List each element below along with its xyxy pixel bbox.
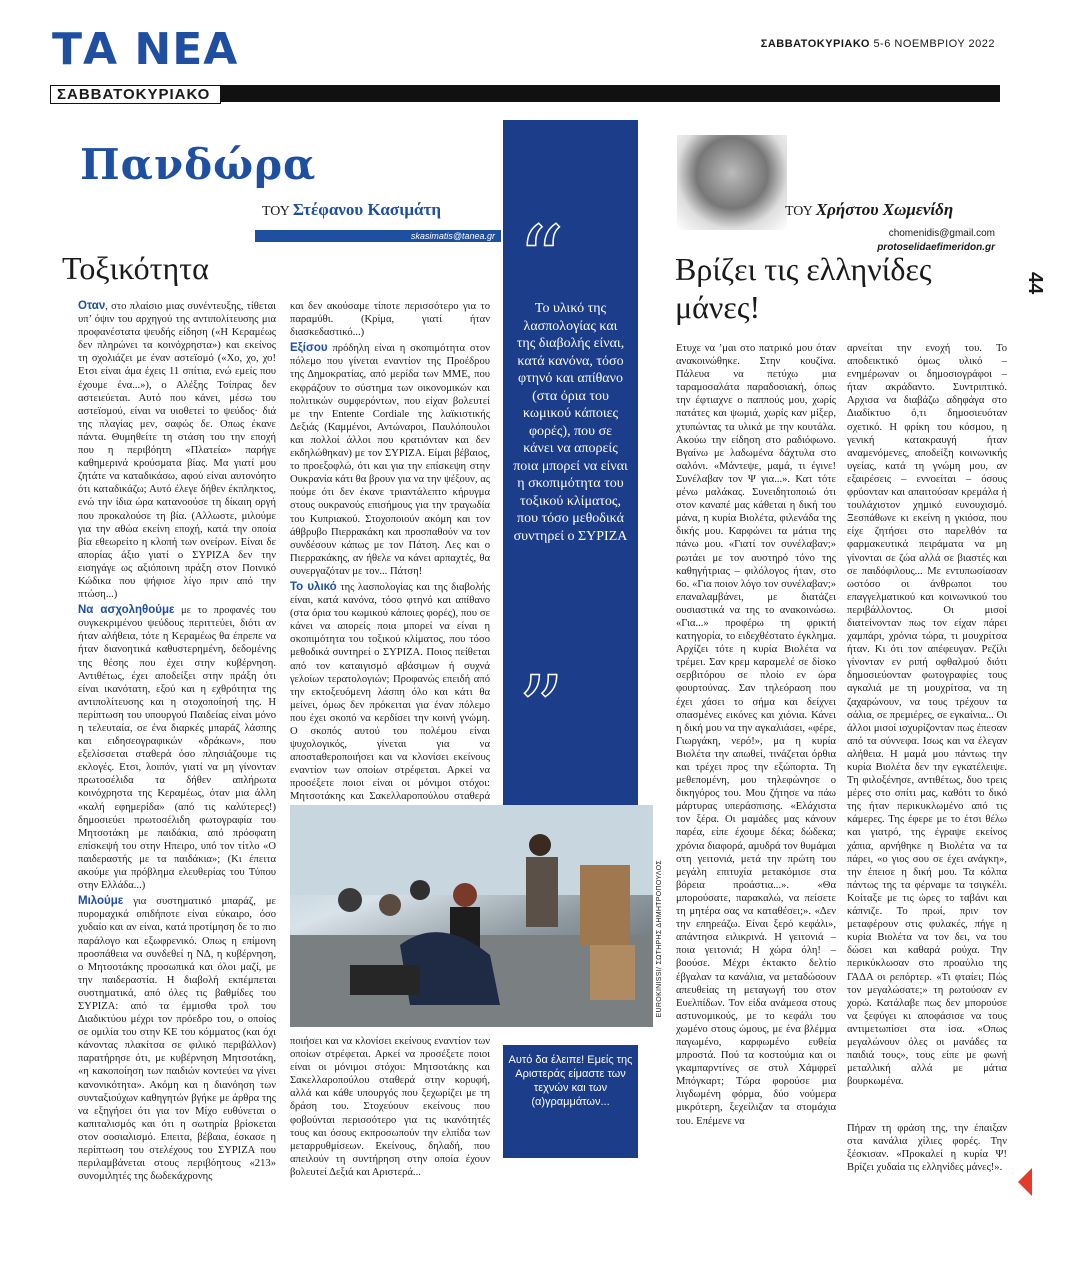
lead-word: Το υλικό	[290, 580, 337, 593]
paragraph-text: αρνείται την ενοχή του. Το αποδεικτικό όμως υλικό – ενημέρωναν οι δημοσιογράφοι – ήταν ακράδαντο. Συντριπτικό. Αρχισα να διαβάζω αδηφάγα στο Διαδίκτυο ό,τι δημοσιευόταν σχετικό. Η φρίκη του κόσμου, η γενική κατακραυγή ήταν αναμενόμενες, αποδείξη κοινωνικής υγείας, κατά τη γνώμη μου, αν εξαιρέσεις – εννοείται – όσους φρύονταν και απαιτούσαν κρεμάλα ή τουλάχιστον χημικό ευνουχισμό. Ξεσπάθωνε κι εκείνη η γκιόσα, που είχε ζητήσει στο παρελθόν τα φαρμακευτικά πειράματα να μη γίνονται σε ζώα αλλά σε βιαστές και σε παιδόφιλους... Με εντυπωσίασαν ωστόσο οι άνθρωποι του επαγγελματικού και κοινωνικού του περιβάλλοντος. Οι μισοί διατείνονταν πως τον είχαν πάρει χαμπάρι, χρόνια τώρα, τι μουχρίτσα ήταν. Κι ότι τον απέφευγαν. Ρεζίλι γίνονταν εν ριπή οφθαλμού διότι δημοσιεύονταν φωτογραφίες τους αγκαλιά με τη μουχρίτσα, να τη ζαχαρώνουν, να τους τρέχουν τα σάλια, σε πρεμιέρες, σε εγκαίνια... Οι άλλοι μισοί ισχυρίζονταν πως έπεσαν από τα σύννεφα. Ισως και να έλεγαν αλήθεια. Η μαμά μου πάντως την κυρία Βιολέτα δεν την εγκατέλειψε. Τη φιλοξένησε, αντιθέτως, δυο τρεις μέρες στο σπίτι μας, καθότι το δικό της ήταν περικυκλωμένο από τις κάμερες. Της έφερε με το έτσι θέλω και γιατρό, της έγραψε εκείνος χάπια, αρνήθηκε η Βιολέτα να τα πάρει, «ο γιος σου σε έχει ανάγκη», την έπεισε η δική μου. Τα κόλπα πάντως της τα φέρναμε τα τσιγκέλι. Κοίταξε με τις ώρες το ταβάνι και κάπνιζε. Το πρωί, πριν τον μεταφέρουν στις φυλακές, πήγε η κυρία Βιολέτα να τον δει, να του δώσει και καθαρά ρούχα. Την περικύκλωσαν στο προαύλιο της ΓΑΔΑ οι ρεπόρτερ. «Τι φταίει; Πώς τον μεγαλώσατε;» τη ρωτούσαν εν χορώ. Κατάλαβε πως δεν μπορούσε να ξεφύγει κι αποφάσισε να τους αντιμετωπίσει στα ίσα. «Οπως μεγαλώνουν όλες οι μανάδες τα παιδιά τους», τους είπε με φωνή μεταλλική αλλά με μάτια βουρκωμένα.	[847, 343, 1007, 1088]
lead-word: Μιλούμε	[78, 895, 124, 908]
photo-illustration	[290, 805, 653, 1027]
open-quote-icon: “	[518, 207, 565, 312]
left-article-column-1	[78, 300, 276, 1185]
page-number: 44	[1024, 272, 1046, 295]
paragraph: ποιήσει και να κλονίσει εκείνους εναντίον των οποίων στρέφεται. Αρκεί να προσέξετε ποιοι είναι οι μόνιμοι στόχοι: Μητσοτάκης και Σακελλαροπούλου σταθερά στην κορυφή, αλλά και κάθε υπουργός που ξεχωρίζει με τη δράση του. Στοχεύουν εκείνους που φοβούνται περισσότερο για τις ικανότητές τους και όσους εκπροσωπούν την ελπίδα των μεταρρυθμίσεων. Εκείνους, δηλαδή, που απειλούν τη συντήρηση στην οποία έχουν βολευτεί Δεξιά και Αριστερά...	[290, 1036, 490, 1178]
paragraph-text: Πήραν τη φράση της, την έπαιξαν στα κανάλια χίλιες φορές. Την ξέσκισαν. «Προκαλεί η κυρία Ψ! Βρίζει χυδαία τις ελληνίδες μάνες!».	[847, 1123, 1007, 1174]
column-title: Πανδώρα	[80, 140, 317, 189]
left-byline	[262, 200, 441, 220]
article-photo	[290, 805, 653, 1027]
paragraph	[78, 895, 276, 1183]
paragraph	[78, 604, 276, 892]
right-byline	[785, 200, 953, 220]
section-banner	[50, 85, 1000, 102]
left-article-title: Τοξικότητα	[62, 250, 209, 286]
paragraph-text: και δεν ακούσαμε τίποτε περισσότερο για το παραμύθι. (Κρίμα, γιατί ήταν διασκεδαστικό...)	[290, 301, 490, 339]
byline-prefix: ΤΟΥ	[785, 204, 813, 219]
right-author-email: chomenidis@gmail.com	[888, 228, 995, 239]
lead-word: Εξίσου	[290, 342, 328, 355]
paragraph	[847, 342, 1007, 1088]
lead-word: Οταν	[78, 300, 106, 312]
paragraph-text: με το προφανές του συγκεκριμένου ψεύδους περιττεύει, διότι αν ήταν αλήθεια, τότε η Κεραμέως θα έπρεπε να ήταν διανοητικά καθυστερημένη, δεδομένης της θέσης που έχει στην κυβέρνηση. Αντιθέτως, έχει αποδείξει στην πράξη ότι είναι ικανότατη, εξού και η εχθρότητα της αντιπολίτευσης και η στοχοποίησή της. Η περίπτωση του υπουργού Παιδείας είναι μόνο η τελευταία, σε ένα διαρκές μπαράζ λάσπης και ειδησεογραφικών «δράκων», που εξελίσσεται σταθερά όσο πλησιάζουμε τις εκλογές. Ετσι, λοιπόν, γιατί να μη γίνονταν πρωτοσέλιδα τα δήθεν απλήρωτα κοινόχρηστα της Κεραμέως, όταν μια άλλη «καλή εφημερίδα» (από τις καλύτερες!) δημοσιεύει πρωτοσέλιδη φωτογραφία του Μητσοτάκη με παιδάκια, από πρόσφατη επίσκεψή του στην Ηπειρο, υπό τον τίτλο «Ο παιδεραστής με τα παιδάκια»; (Κι έπειτα ακούμε για πρόβλημα ελευθερίας του Τύπου στην Ελλάδα...)	[78, 605, 276, 892]
paragraph	[78, 300, 276, 601]
paragraph-text: της λασπολογίας και της διαβολής είναι, κατά κανόνα, τόσο φτηνό και απίθανο (στα όρια του κωμικού κάποιες φορές), που σε κάνει να απορείς ποια μπορεί να είναι η σκοπιμότητα του τοξικού κλίματος, που τόσο μεθοδικά συντηρεί ο ΣΥΡΙΖΑ. Ποιος πείθεται από τον καταιγισμό αβάσιμων ή συχνά γελοίων τερατολογιών; Προφανώς επειδή από την εκτοξευόμενη λάσπη όλο και κάτι θα μείνει, όμως δεν πρόκειται για έναν πόλεμο που έχει σκοπό να κερδίσει την κοινή γνώμη. Ο σκοπός αυτού του πολέμου είναι ψυχολογικός, γίνεται για να αποσταθεροποιήσει και να κλονίσει εκείνους εναντίον των οποίων στρέφεται. Αρκεί να προσέξετε ποιοι είναι οι μόνιμοι στόχοι: Μητσοτάκης και Σακελλαροπούλου σταθερά	[290, 581, 491, 803]
left-author-email: skasimatis@tanea.gr	[255, 230, 501, 242]
issue-day: ΣΑΒΒΑΤΟΚΥΡΙΑΚΟ	[760, 38, 870, 50]
left-article-column-2-top	[290, 300, 491, 803]
paragraph	[290, 300, 490, 339]
pull-quote-text: Το υλικό της λασπολογίας και της διαβολής είναι, κατά κανόνα, τόσο φτηνό και απίθανο (στα όρια του κωμικού κάποιες φορές), που σε κάνει να απορείς ποια μπορεί να είναι η σκοπιμότητα του τοξικού κλίματος, που τόσο μεθοδικά συντηρεί ο ΣΥΡΙΖΑ	[513, 301, 628, 544]
paragraph	[290, 342, 490, 578]
issue-date	[761, 38, 995, 50]
pull-quote-panel	[503, 120, 638, 840]
author-photo	[677, 135, 787, 230]
right-article-ending	[847, 1122, 1007, 1202]
right-article-title: Βρίζει τις ελληνίδες μάνες!	[675, 251, 932, 325]
source-watermark: protoselidaefimeridon.gr	[877, 242, 995, 253]
masthead-logo: ΤΑ ΝΕΑ	[52, 24, 239, 75]
paragraph-text: πρόδηλη είναι η σκοπιμότητα στον πόλεμο που γίνεται εναντίον της Προέδρου της Δημοκρατίας, από μερίδα των ΜΜΕ, που εκφράζουν το σύστημα των οικονομικών και πολιτικών συμφερόντων, που είχαν βολευτεί με την Entente Cordiale της λαϊκιστικής Δεξιάς (Καμμένοι, Αντώναροι, Παυλόπουλοι και πολλοί άλλοι που κρατιόνταν και δεν εκδηλώθηκαν) με τον ΣΥΡΙΖΑ. Είμαι βέβαιος, το προεξοφλώ, ότι και για την επίσκεψη στην Ουκρανία κάτι θα βρουν για να την ψέξουν, ας πούμε ότι δεν έκανε τριαντάλεπτο κήρυγμα στους ουκρανούς επισήμους για την τραγωδία του Κυπριακού. Στοχοποιούν ακόμη και τον άθβρυβο Πιερρακάκη και προσπαθούν να τον συνδέσουν κάπως με τον Πάτση. Λες και ο Πιερρακάκης, αν ήθελε να κάνει αρπαχτές, θα συνεργαζόταν με τον... Πάτση!	[290, 343, 490, 577]
right-article-column-1	[676, 342, 836, 1157]
right-article-column-2	[847, 342, 1007, 1122]
issue-date-range: 5-6 ΝΟΕΜΒΡΙΟΥ 2022	[873, 38, 995, 50]
next-page-arrow-icon	[1018, 1168, 1032, 1196]
paragraph	[847, 1122, 1007, 1174]
paragraph	[676, 342, 836, 1128]
right-author-name: Χρήστου Χωμενίδη	[815, 200, 954, 219]
left-author-name: Στέφανου Κασιμάτη	[292, 200, 441, 219]
photo-credit: EUROKINISSI/ ΣΩΤΗΡΗΣ ΔΗΜΗΤΡΟΠΟΥΛΟΣ	[656, 860, 663, 1018]
lead-word: Να ασχοληθούμε	[78, 604, 175, 617]
left-article-column-2-bottom	[290, 1035, 490, 1185]
paragraph-text: , στο πλαίσιο μιας συνέντευξης, τίθεται υπ’ όψιν του αρχηγού της αντιπολίτευσης μια προφανέστατα ψευδής είδηση («Η Κεραμέως δεν πληρώνει τα κοινόχρηστα») και εκείνος τη σχολιάζει με έναν αστεϊσμό («Χο, χο, χο! Ετσι είναι άμα έχεις 11 σπίτια, ενώ εμείς που έχουμε ένα...»), ο Αλέξης Τσίπρας δεν αστειεύεται. Αυτό που κάνει, μέσω του αστεϊσμού, είναι να υιοθετεί το ψεύδος· διά της πλαγίας μεν, σαφώς δε. Οπως έκανε πάντα. Θυμηθείτε τη στάση του την εποχή που η περιβόητη «Πλατεία» παρήγε καθημερινά κρούσματα βίας. Μα γιατί μου ζητάτε να καταδικάσω, αφού είναι αυτονόητο ότι καταδικάζω; Αυτό έλεγε δήθεν έκπληκτος, ενώ την ίδια ώρα κατανοούσε τη δίκαιη οργή που προκαλούσε τη βία. (Αλλωστε, μιλούμε για την αθώα εκείνη εποχή, κατά την οποία βία εθεωρείτο η κλοπή των ονείρων. Είναι δε απορίας άξιο γιατί ο ΣΥΡΙΖΑ δεν την εισηγάγε ως αξιόποινη πράξη στον Ποινικό Κώδικα που ψήφισε λίγο πριν από την πτώση...)	[78, 301, 276, 601]
close-quote-icon: ”	[518, 657, 565, 762]
section-label: ΣΑΒΒΑΤΟΚΥΡΙΑΚΟ	[50, 85, 221, 104]
byline-prefix: ΤΟΥ	[262, 204, 290, 219]
paragraph-text: για συστηματικό μπαράζ, με πυρομαχικά οπιδήποτε είναι εύκαιρο, όσο χυδαίο και αν είναι, κατά προτίμηση δε το πιο παράλογο και εξωφρενικό. Οπως η επίμονη προσπάθεια να συνδεθεί η ΝΔ, η κυβέρνηση, ο Μητσοτάκης προσωπικά και όλοι μαζί, με την παιδεραστία. Η διαβολή εκπέμπεται συστηματικά, από όλες τις βαθμίδες του ΣΥΡΙΖΑ: από τα έμμισθα τρολ του Διαδικτύου μέχρι τον πρόεδρο του, ο οποίος σε ομιλία του στην ΚΕ του κόμματος (και όχι κάνοντας πλακίτσα σε φιλικό περιβάλλον) παρατήρησε ότι, με κυβέρνηση Μητσοτάκη, «η κακοποίηση των παιδιών κοντεύει να γίνει κανονικότητα». Ακόμη και η διανόηση των συνταξιούχων καθηγητών βγήκε με άρθρα της να εξηγήσει ότι για τον Μίχο ευθύνεται ο καπιταλισμός και ότι η σωτηρία βρίσκεται στον σοσιαλισμό. Επειτα, βέβαια, έσκασε η περίπτωση του στελέχους του ΣΥΡΙΖΑ που περιλαμβάνεται στους περιβόητους «213» συνομιλητές της δωδεκάχρονης	[78, 896, 276, 1183]
photo-caption: Αυτό δα έλειπε! Εμείς της Αριστεράς είμαστε των τεχνών και των (α)γραμμάτων...	[503, 1045, 638, 1158]
paragraph-text: Ετυχε να ’μαι στο πατρικό μου όταν ανακοινώθηκε. Στην κουζίνα. Πάλευα να πετύχω μια ταραμοσαλάτα παραδοσιακή, όπως την έφτιαχνε ο παππούς μου, χωρίς πατάτες και ψωμιά, χωρίς καν μίξερ, χτυπώντας τα υλικά με την κουτάλα. Ακούω την είδηση στο ραδιόφωνο. Βγαίνω με λαδωμένα δάχτυλα στο σαλόνι. «Μάντεψε, μαμά, τι έγινε! Συνέλαβαν τον Ψ για...». Κατ τότε μένω μαλάκας. Συνειδητοποιώ ότι στον καναπέ μας κάθεται η δική του μάνα, η κυρία Βιολέτα, φιλενάδα της δικής μου. Καρφώνει τα μάτια της πάνω μου. «Γιατί τον συνέλαβαν;» ρωτάει με τον αυστηρό τόνο της καθηγήτριας – φιλόλογος ήταν, στο 6ο. «Για ποιον λόγο τον συνέλαβαν;» επαναλαμβάνει, με διατάζει ουσιαστικά να της το ανακοινώσω. «Για...» προφέρω τη φρικτή κατηγορία, το ειδεχθέστατο έγκλημα. Αρχίζει τότε η κυρία Βιολέτα να τρέμει. Σαν κρεμ καραμελέ σε δίσκο σερβιτόρου σε πλοίο εν ώρα φουρτούνας. Σαν τηλεόραση που έχει χάσει το σήμα και δείχνει σπασμένες εικόνες και χιόνια. Κάνει η δική μου να την αγκαλιάσει, «φέρε, Γιωργάκη, νερό!», μα η κυρία Βιολέτα την απωθεί, τινάζεται όρθια και τρέχει προς την εξώπορτα. Τη μεθεπομένη, μου τηλεφώνησε ο δικηγόρος του. Μου ζήτησε να πάω μάρτυρας υπεράσπισης. «Ελάχιστα τον ξέρα. Οι μαμάδες μας κάνουν παρέα, είπε έχουμε δέκα; δώδεκα; χρόνια διαφορά, αμυδρά τον θυμάμαι στη γειτονιά, μετά την πρώτη του μεγάλη επιτυχία μετακόμισε στα βόρεια προάστια...». «Θα μπορούσατε, παρακαλώ, να πείσετε τη μητέρα σας να καταθέσει;». «Δεν την επηρεάζω. Είναι ξερό κεφάλι», απάντησα ειλικρινά. Η γειτονιά – ποια γειτονιά; Η χώρα όλη! – βοούσε. Μέχρι έκτακτο δελτίο έβγαλαν τα κανάλια, να μεταδώσουν απευθείας τη μεταγωγή του στον Ευελπίδων. Τον είδα ανάμεσα στους αστυνομικούς, με το κεφάλι του χωμένο στους ώμους, με ένα βλέμμα παγωμένο, καρφωμένο ευθεία μπροστά. Πού τα κοστούμια και οι γκαμπαρντίνες σε στυλ Χάμφρεϊ Μπόγκαρτ; Τώρα φορούσε μια λιγδωμένη φόρμα, δύο νούμερα μικρότερη, ξεχείλιζαν τα στομάχια του. Επέμενε να	[676, 343, 836, 1127]
